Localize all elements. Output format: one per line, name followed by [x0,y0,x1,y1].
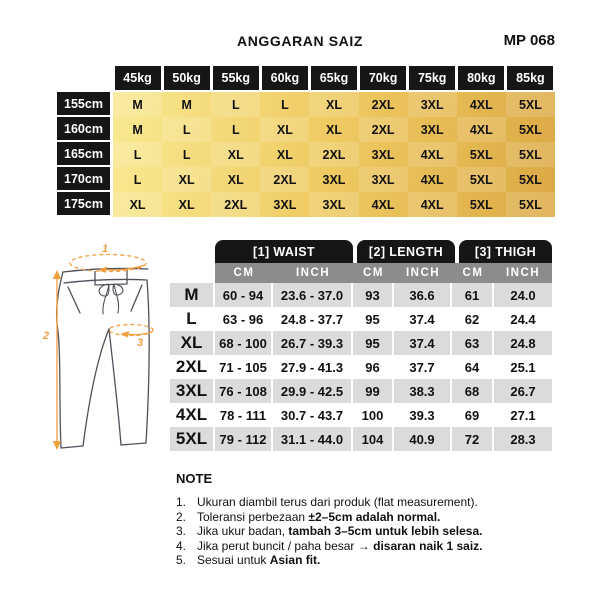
size-cell: XL [162,167,211,192]
note-item-normal-text: Jika perut buncit / paha besar → [197,538,374,553]
height-label-cell [57,92,113,117]
waist-group-header: [1] WAIST [215,240,353,263]
length-arrowhead-bottom-icon [53,441,61,450]
product-code: MP 068 [503,32,555,49]
measurement-value: 31.1 - 44.0 [273,427,353,451]
note-item [176,524,576,539]
size-cell: L [133,172,142,187]
measure-annotations [53,255,153,451]
note-item-bold-text: Asian fit. [269,553,321,568]
measurement-value: 63 [452,331,494,355]
size-cell: 4XL [420,172,444,187]
matrix-corner-spacer [57,66,113,90]
measurement-table-header [215,240,552,263]
table-row [170,403,552,427]
measurement-value: 37.7 [394,355,452,379]
size-cell: 5XL [457,167,506,192]
size-label: 4XL [170,403,215,427]
note-item [176,510,576,525]
note-item-text [197,510,440,525]
measurement-value: 69 [452,403,494,427]
size-cell: 4XL [469,97,493,112]
measurement-value: 36.6 [394,283,452,307]
size-cell: 3XL [322,172,346,187]
measurement-value: 24.0 [510,287,536,303]
size-cell: L [182,147,191,162]
measurement-value: 23.6 - 37.0 [273,283,353,307]
measurement-value: 28.3 [510,431,536,447]
size-cell: XL [211,142,260,167]
size-label: L [170,307,215,331]
measurement-value: 76 - 108 [215,379,273,403]
size-cell: L [211,92,260,117]
weight-header: 80kg [458,66,504,90]
size-cell: M [113,92,162,117]
size-cell: 5XL [518,172,542,187]
note-item-number: 1. [176,495,187,509]
measurement-value: 39.3 [394,403,452,427]
note-item-number: 5. [176,553,187,568]
size-label: 3XL [170,379,215,403]
length-cm-header: CM [363,267,384,279]
size-label: XL [170,331,215,355]
size-cell: XL [260,117,309,142]
measurement-value: 38.3 [394,379,452,403]
note-item-normal-text: Jika ukur badan, [197,524,289,539]
weight-header: 65kg [311,66,357,90]
size-cell: M [181,97,192,112]
note-item-number: 4. [176,538,187,553]
measurement-value: 79 - 112 [215,427,273,451]
matrix-weight-header-row [57,66,555,90]
drawstring [99,284,123,314]
height-label: 155cm [57,92,110,115]
measurement-value: 95 [353,307,394,331]
measurement-table-rows [170,283,552,451]
size-cell: XL [113,192,162,217]
note-item [176,539,576,554]
size-cell: 5XL [518,122,542,137]
note-items [176,495,576,568]
height-label-cell [57,167,113,192]
height-label-cell [57,142,113,167]
measurement-table [170,240,552,451]
height-label-cell [57,117,113,142]
size-cell: 3XL [408,92,457,117]
size-cell: XL [309,92,358,117]
measurement-value: 60 - 94 [215,283,273,307]
table-row [170,283,552,307]
header-row [0,33,600,53]
height-label: 175cm [57,192,110,215]
size-cell: 5XL [506,192,555,217]
length-arrowhead-top-icon [53,270,61,279]
size-cell: 4XL [408,192,457,217]
measurement-value: 27.1 [510,407,536,423]
size-cell: 3XL [359,167,408,192]
length-inch-header: INCH [405,267,441,279]
note-title: NOTE [176,471,213,486]
size-cell: L [231,122,240,137]
measurement-value: 63 - 96 [215,307,273,331]
measurement-value: 62 [452,307,494,331]
thigh-measure-label: 3 [137,337,144,349]
length-group-header: [2] LENGTH [357,240,455,263]
size-cell: XL [276,147,293,162]
table-row [170,331,552,355]
note-item-bold-text: disaran naik 1 saiz. [373,538,483,553]
measurement-value: 61 [452,283,494,307]
size-cell: XL [227,172,244,187]
size-cell: 5XL [469,147,493,162]
weight-height-size-matrix [57,66,555,217]
measurement-value: 24.4 [510,311,536,327]
measurement-value: 64 [452,355,494,379]
size-cell: 3XL [371,147,395,162]
height-label: 165cm [57,142,110,165]
thigh-arrowhead-icon [120,331,129,338]
measurement-value: 24.8 [510,335,536,351]
size-cell: L [281,97,289,112]
waist-inch-header: INCH [295,267,331,279]
measurement-value: 37.4 [394,331,452,355]
weight-header: 60kg [262,66,308,90]
measurement-value: 26.7 - 39.3 [273,331,353,355]
note-item-normal-text: Toleransi perbezaan [197,509,309,524]
measurement-table-subheader [215,263,552,283]
size-cell: 3XL [420,122,444,137]
measurement-value: 27.9 - 41.3 [273,355,353,379]
note-item-number: 2. [176,509,187,524]
weight-header: 50kg [164,66,210,90]
thigh-cm-header: CM [462,267,484,279]
size-label: M [170,283,215,307]
measurement-value: 78 - 111 [215,403,273,427]
size-cell: 4XL [457,117,506,142]
measurement-value: 99 [353,379,394,403]
size-cell: 3XL [273,197,297,212]
size-cell: 2XL [359,117,408,142]
note-item-text [197,553,320,568]
table-row [170,427,552,451]
waist-cm-header: CM [233,267,255,279]
note-item-text [197,495,478,510]
measurement-value: 25.1 [510,359,536,375]
size-cell: M [132,122,143,137]
weight-header: 75kg [409,66,455,90]
size-cell: 2XL [211,192,260,217]
size-cell: XL [326,122,342,137]
table-row [170,379,552,403]
size-cell: 4XL [371,197,395,212]
measurement-value: 68 - 100 [215,331,273,355]
measurement-value: 26.7 [510,383,536,399]
size-cell: 2XL [371,97,395,112]
note-section [176,471,576,568]
measurement-value: 100 [353,403,394,427]
size-cell: 5XL [469,197,493,212]
table-row [170,307,552,331]
measurement-value: 96 [353,355,394,379]
measurement-value: 72 [452,427,494,451]
thigh-inch-header: INCH [505,267,541,279]
table-row [170,355,552,379]
size-label: 5XL [170,427,215,451]
pants-diagram [35,242,175,457]
weight-header: 70kg [360,66,406,90]
measurement-value: 68 [452,379,494,403]
size-label: 2XL [170,355,215,379]
size-cell: 2XL [260,167,309,192]
matrix-grid [57,92,555,217]
size-cell: 5XL [506,142,555,167]
measurement-value: 95 [353,331,394,355]
thigh-measure-arc [125,332,152,335]
note-item-normal-text: Sesuai untuk [197,553,270,568]
measurement-value: 29.9 - 42.5 [273,379,353,403]
matrix-body [57,92,555,217]
size-cell: 5XL [506,92,555,117]
height-label: 170cm [57,167,110,190]
length-measure-label: 2 [43,330,50,342]
note-item-text [197,539,483,554]
note-item [176,495,576,510]
measurement-value: 71 - 105 [215,355,273,379]
note-item [176,553,576,568]
height-label-cell [57,192,113,217]
note-item-bold-text: ±2–5cm adalah normal. [308,509,441,524]
note-item-text [197,524,482,539]
page-title: ANGGARAN SAIZ [236,33,364,49]
size-cell: L [113,142,162,167]
weight-header: 55kg [213,66,259,90]
measurement-value: 40.9 [394,427,452,451]
measurement-value: 93 [353,283,394,307]
measurement-value: 104 [353,427,394,451]
note-item-normal-text: Ukuran diambil terus dari produk (flat measurement). [197,495,478,509]
weight-header: 85kg [507,66,553,90]
weight-header: 45kg [115,66,161,90]
measurement-value: 24.8 - 37.7 [273,307,353,331]
size-cell: XL [178,197,195,212]
size-cell: 2XL [309,142,358,167]
note-item-bold-text: tambah 3–5cm untuk lebih selesa. [288,524,483,539]
size-cell: L [162,117,211,142]
size-cell: 3XL [309,192,358,217]
height-label: 160cm [57,117,110,140]
thigh-group-header: [3] THIGH [459,240,552,263]
size-cell: 4XL [408,142,457,167]
measurement-value: 37.4 [394,307,452,331]
waist-measure-label: 1 [102,243,109,255]
note-item-number: 3. [176,524,187,539]
measurement-value: 30.7 - 43.7 [273,403,353,427]
